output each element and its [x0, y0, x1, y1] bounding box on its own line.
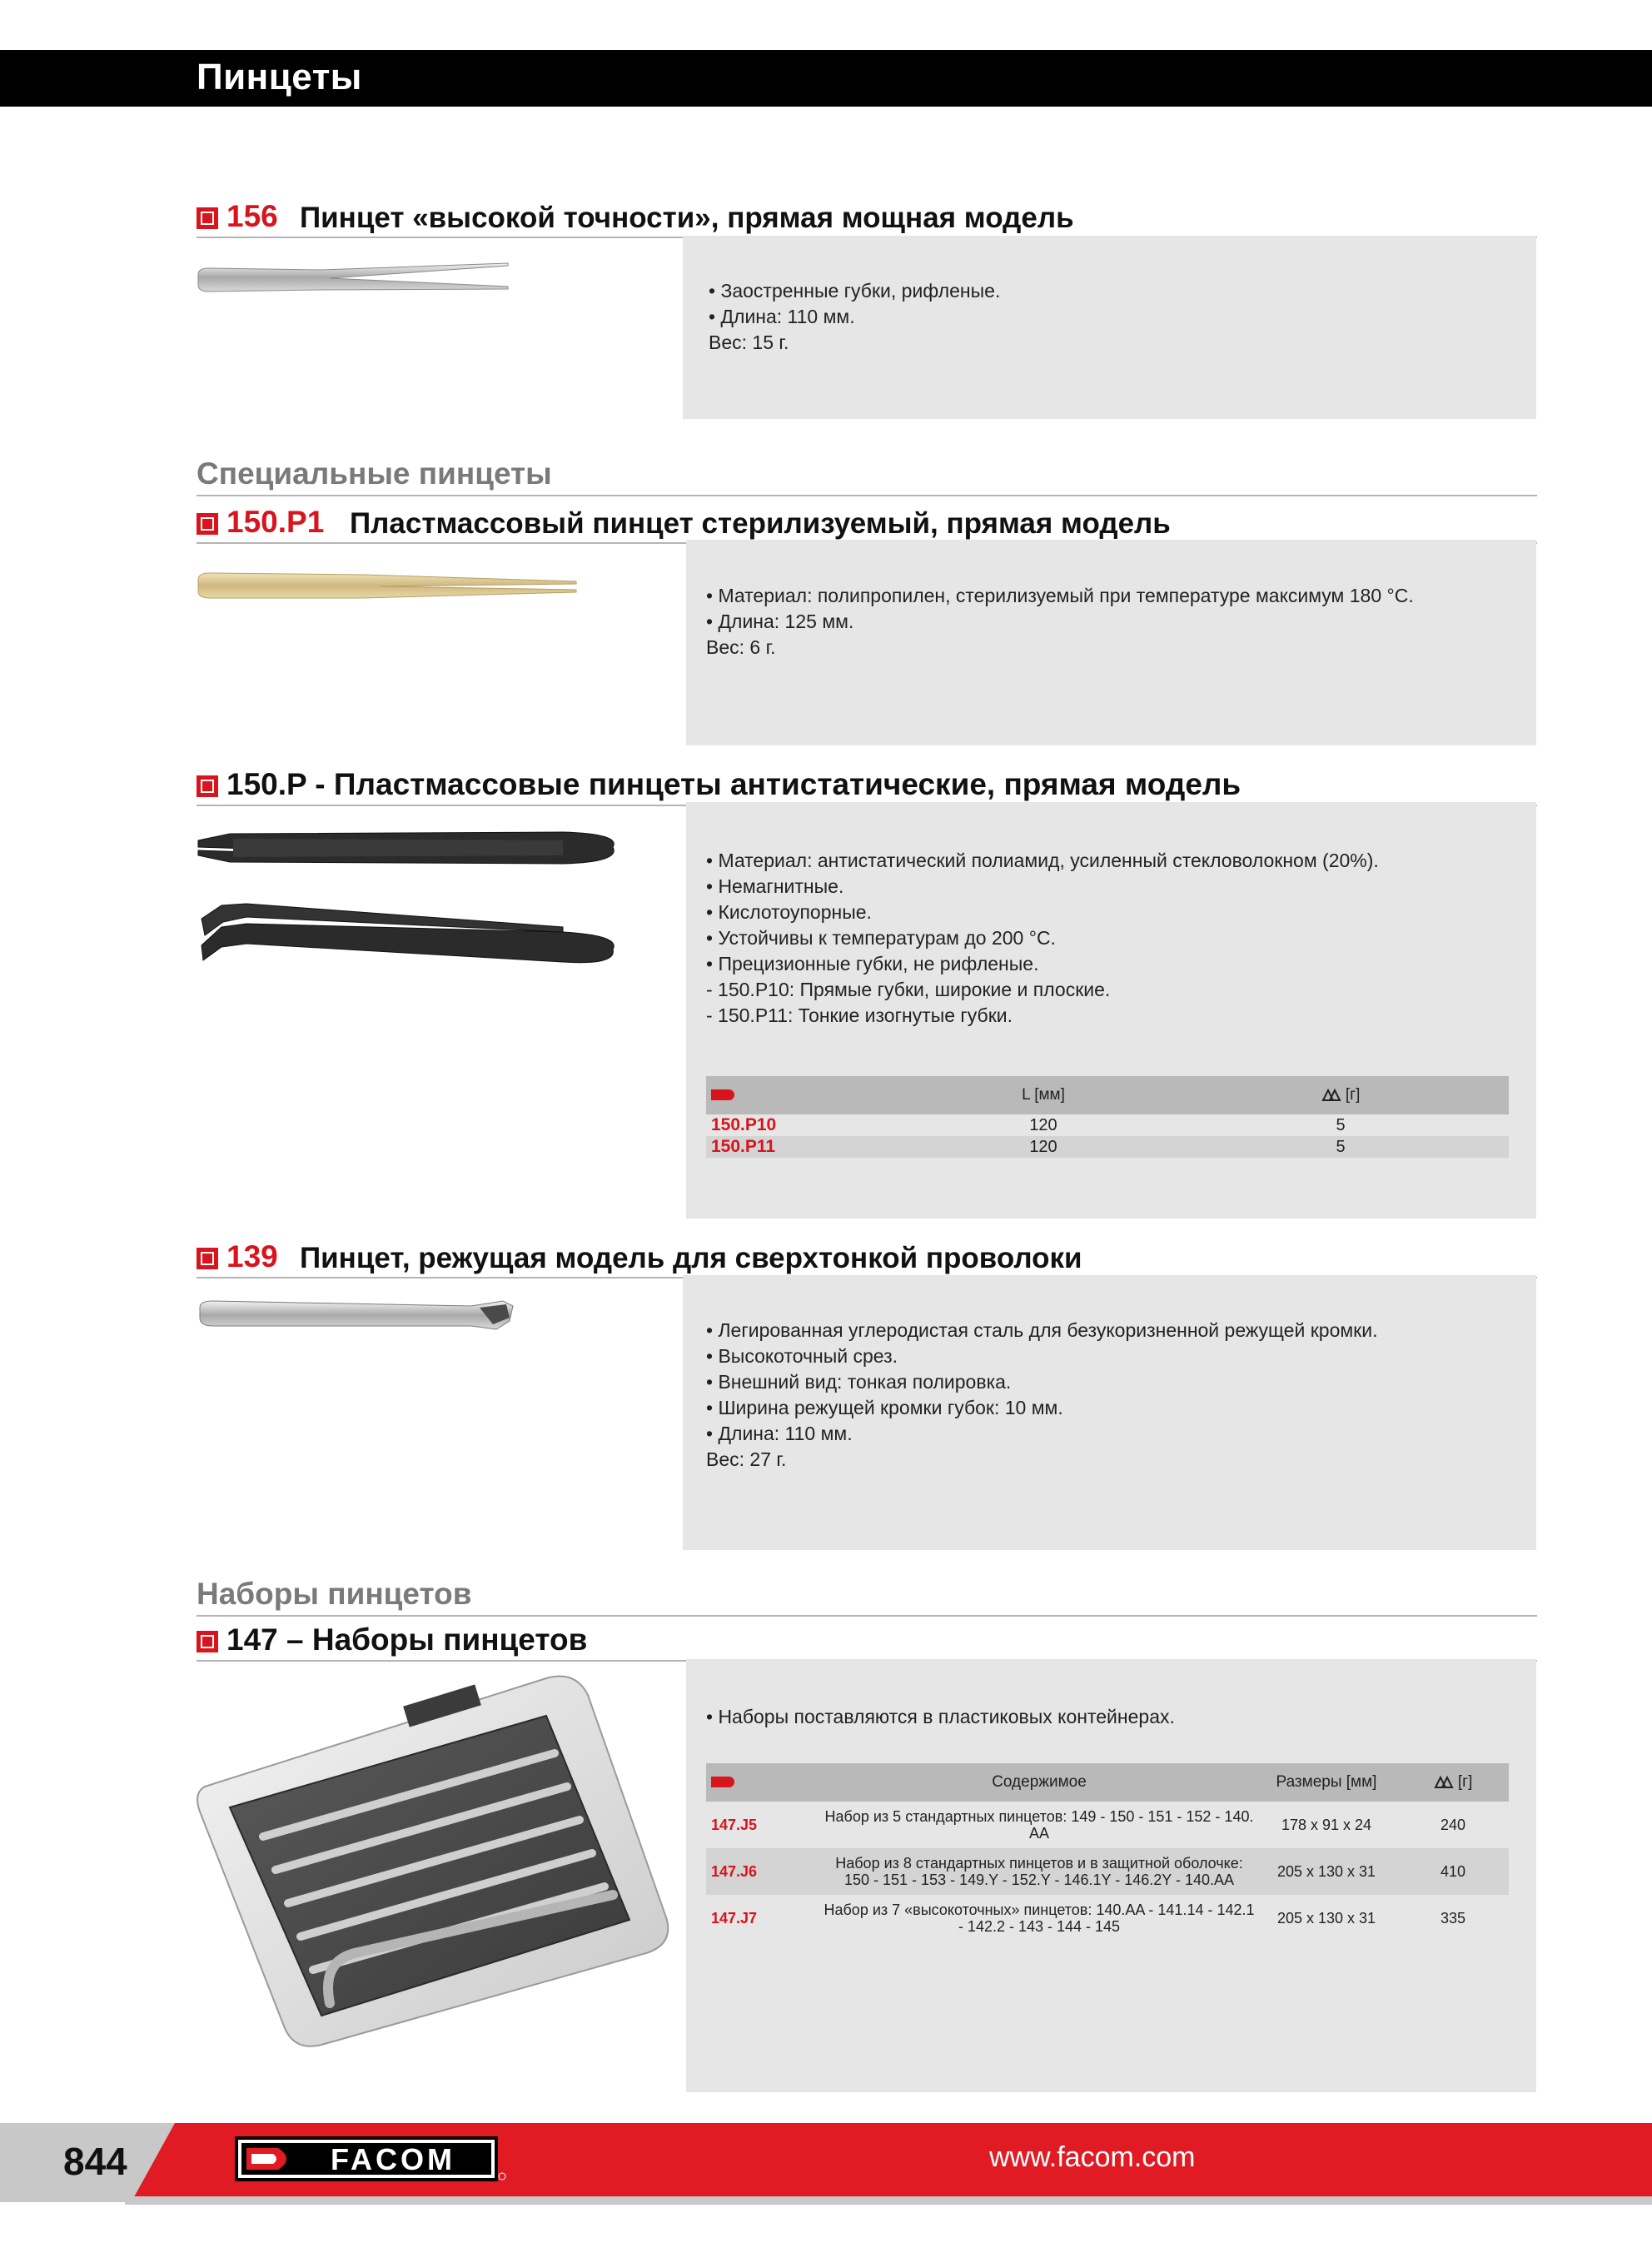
size-column-header: Размеры [мм] [1256, 1763, 1397, 1802]
weight-unit: [г] [1457, 1773, 1473, 1791]
reference-cell: 150.P11 [706, 1136, 914, 1158]
table-row [706, 1848, 1509, 1895]
product-150p1-features [706, 583, 1414, 660]
product-header-150p1 [197, 504, 1537, 544]
product-147-spec-table [706, 1763, 1509, 1941]
product-150p-features [706, 848, 1379, 1029]
weight-scale-icon [1321, 1089, 1341, 1102]
feature-line: • Длина: 110 мм. [706, 1423, 853, 1444]
bullet-square-icon [197, 775, 218, 797]
tweezers-150p-image [197, 820, 621, 970]
feature-line: • Легированная углеродистая сталь для безукоризненной режущей кромки. [706, 1319, 1378, 1341]
contents-column-header: Содержимое [823, 1763, 1256, 1802]
product-147-features [706, 1704, 1175, 1730]
website-link[interactable]: www.facom.com [989, 2141, 1196, 2173]
reference-cell: 150.P10 [711, 1115, 777, 1134]
weight-column-header [1172, 1076, 1509, 1114]
product-code: 156 [226, 199, 278, 233]
tweezers-139-image [197, 1296, 521, 1338]
weight-cell: 410 [1397, 1848, 1509, 1895]
bullet-square-icon [197, 513, 218, 535]
section-heading-special [197, 456, 1537, 496]
feature-line: Вес: 15 г. [709, 331, 789, 353]
table-row [706, 1802, 1509, 1848]
product-header-156 [197, 198, 1537, 238]
weight-cell: 335 [1440, 1910, 1466, 1926]
table-row [706, 1114, 1509, 1136]
reference-cell: 147.J5 [711, 1817, 758, 1833]
feature-line: • Внешний вид: тонкая полировка. [706, 1371, 1012, 1393]
reference-column-header [706, 1076, 914, 1114]
page-title: Пинцеты [197, 57, 362, 97]
product-title: Пластмассовый пинцет стерилизуемый, прямая модель [350, 507, 1171, 540]
page-number: 844 [63, 2140, 127, 2183]
table-header-row [706, 1076, 1509, 1114]
logo-wordmark: FACOM [331, 2142, 455, 2176]
bullet-square-icon [197, 207, 218, 229]
feature-line: • Устойчивы к температурам до 200 °C. [706, 927, 1056, 949]
product-150p-spec-table [706, 1076, 1509, 1158]
feature-line: - 150.P10: Прямые губки, широкие и плоские. [706, 979, 1111, 1000]
reference-cell: 147.J6 [706, 1848, 823, 1895]
product-title: Пинцет «высокой точности», прямая мощная модель [300, 202, 1074, 234]
size-cell: 205 x 130 x 31 [1256, 1848, 1397, 1895]
feature-line: • Материал: антистатический полиамид, усиленный стекловолокном (20%). [706, 850, 1379, 871]
length-cell: 120 [914, 1136, 1172, 1158]
section-title: Наборы пинцетов [197, 1577, 472, 1611]
weight-cell: 5 [1336, 1115, 1346, 1134]
feature-line: • Материал: полипропилен, стерилизуемый при температуре максимум 180 °C. [706, 585, 1414, 606]
product-code: 150.P1 [226, 505, 325, 539]
facom-reference-icon [711, 1777, 734, 1787]
feature-line: • Кислотоупорные. [706, 901, 872, 923]
tweezers-150p1-image [197, 565, 580, 606]
product-header-147 [197, 1622, 1537, 1662]
size-cell: 178 x 91 x 24 [1281, 1817, 1372, 1833]
feature-line: • Ширина режущей кромки губок: 10 мм. [706, 1397, 1063, 1418]
bullet-square-icon [197, 1631, 218, 1652]
feature-line: • Длина: 125 мм. [706, 611, 854, 632]
product-139-features [706, 1318, 1377, 1473]
feature-line: Вес: 6 г. [706, 636, 776, 658]
feature-line: • Длина: 110 мм. [709, 306, 855, 327]
size-cell: 205 x 130 x 31 [1276, 1910, 1376, 1926]
footer-strip [125, 2196, 1652, 2205]
feature-line: • Прецизионные губки, не рифленые. [706, 953, 1039, 974]
length-column-header: L [мм] [914, 1076, 1172, 1114]
bullet-square-icon [197, 1248, 218, 1269]
tweezers-set-case-image [197, 1670, 675, 2049]
section-heading-sets [197, 1577, 1537, 1617]
contents-cell: Набор из 8 стандартных пинцетов и в защитной оболочке: 150 - 151 - 153 - 149.Y - 152.Y - 146.1Y - 146.2Y - 140.AA [823, 1848, 1256, 1895]
table-row [706, 1895, 1509, 1941]
product-header-150p [197, 766, 1537, 806]
feature-line: • Заостренные губки, рифленые. [709, 280, 1001, 302]
weight-scale-icon [1434, 1776, 1454, 1789]
feature-line: • Наборы поставляются в пластиковых контейнерах. [706, 1706, 1175, 1727]
facom-logo [235, 2136, 506, 2181]
reference-column-header [706, 1763, 823, 1802]
weight-column-header [1397, 1763, 1509, 1802]
facom-reference-icon [711, 1089, 734, 1100]
weight-unit: [г] [1345, 1086, 1361, 1104]
product-156-features [709, 278, 1000, 356]
product-header-139 [197, 1239, 1537, 1279]
weight-cell: 5 [1172, 1136, 1509, 1158]
feature-line: • Высокоточный срез. [706, 1345, 898, 1367]
table-row [706, 1136, 1509, 1158]
contents-cell: Набор из 5 стандартных пинцетов: 149 - 150 - 151 - 152 - 140. AA [824, 1808, 1254, 1842]
reference-cell: 147.J7 [711, 1910, 758, 1926]
table-header-row [706, 1763, 1509, 1802]
section-title: Специальные пинцеты [197, 456, 552, 491]
tweezers-156-image [197, 258, 513, 302]
product-code: 139 [226, 1239, 278, 1274]
weight-cell: 240 [1440, 1817, 1466, 1833]
feature-line: - 150.P11: Тонкие изогнутые губки. [706, 1004, 1013, 1026]
contents-cell: Набор из 7 «высокоточных» пинцетов: 140.AA - 141.14 - 142.1 - 142.2 - 143 - 144 - 145 [824, 1902, 1255, 1935]
feature-line: • Немагнитные. [706, 875, 844, 897]
product-title: 147 – Наборы пинцетов [226, 1622, 588, 1657]
product-title: Пинцет, режущая модель для сверхтонкой проволоки [300, 1242, 1082, 1274]
page-title-bar [0, 50, 1652, 107]
product-title: 150.P - Пластмассовые пинцеты антистатические, прямая модель [226, 767, 1241, 801]
length-cell: 120 [1029, 1115, 1057, 1134]
feature-line: Вес: 27 г. [706, 1448, 787, 1470]
